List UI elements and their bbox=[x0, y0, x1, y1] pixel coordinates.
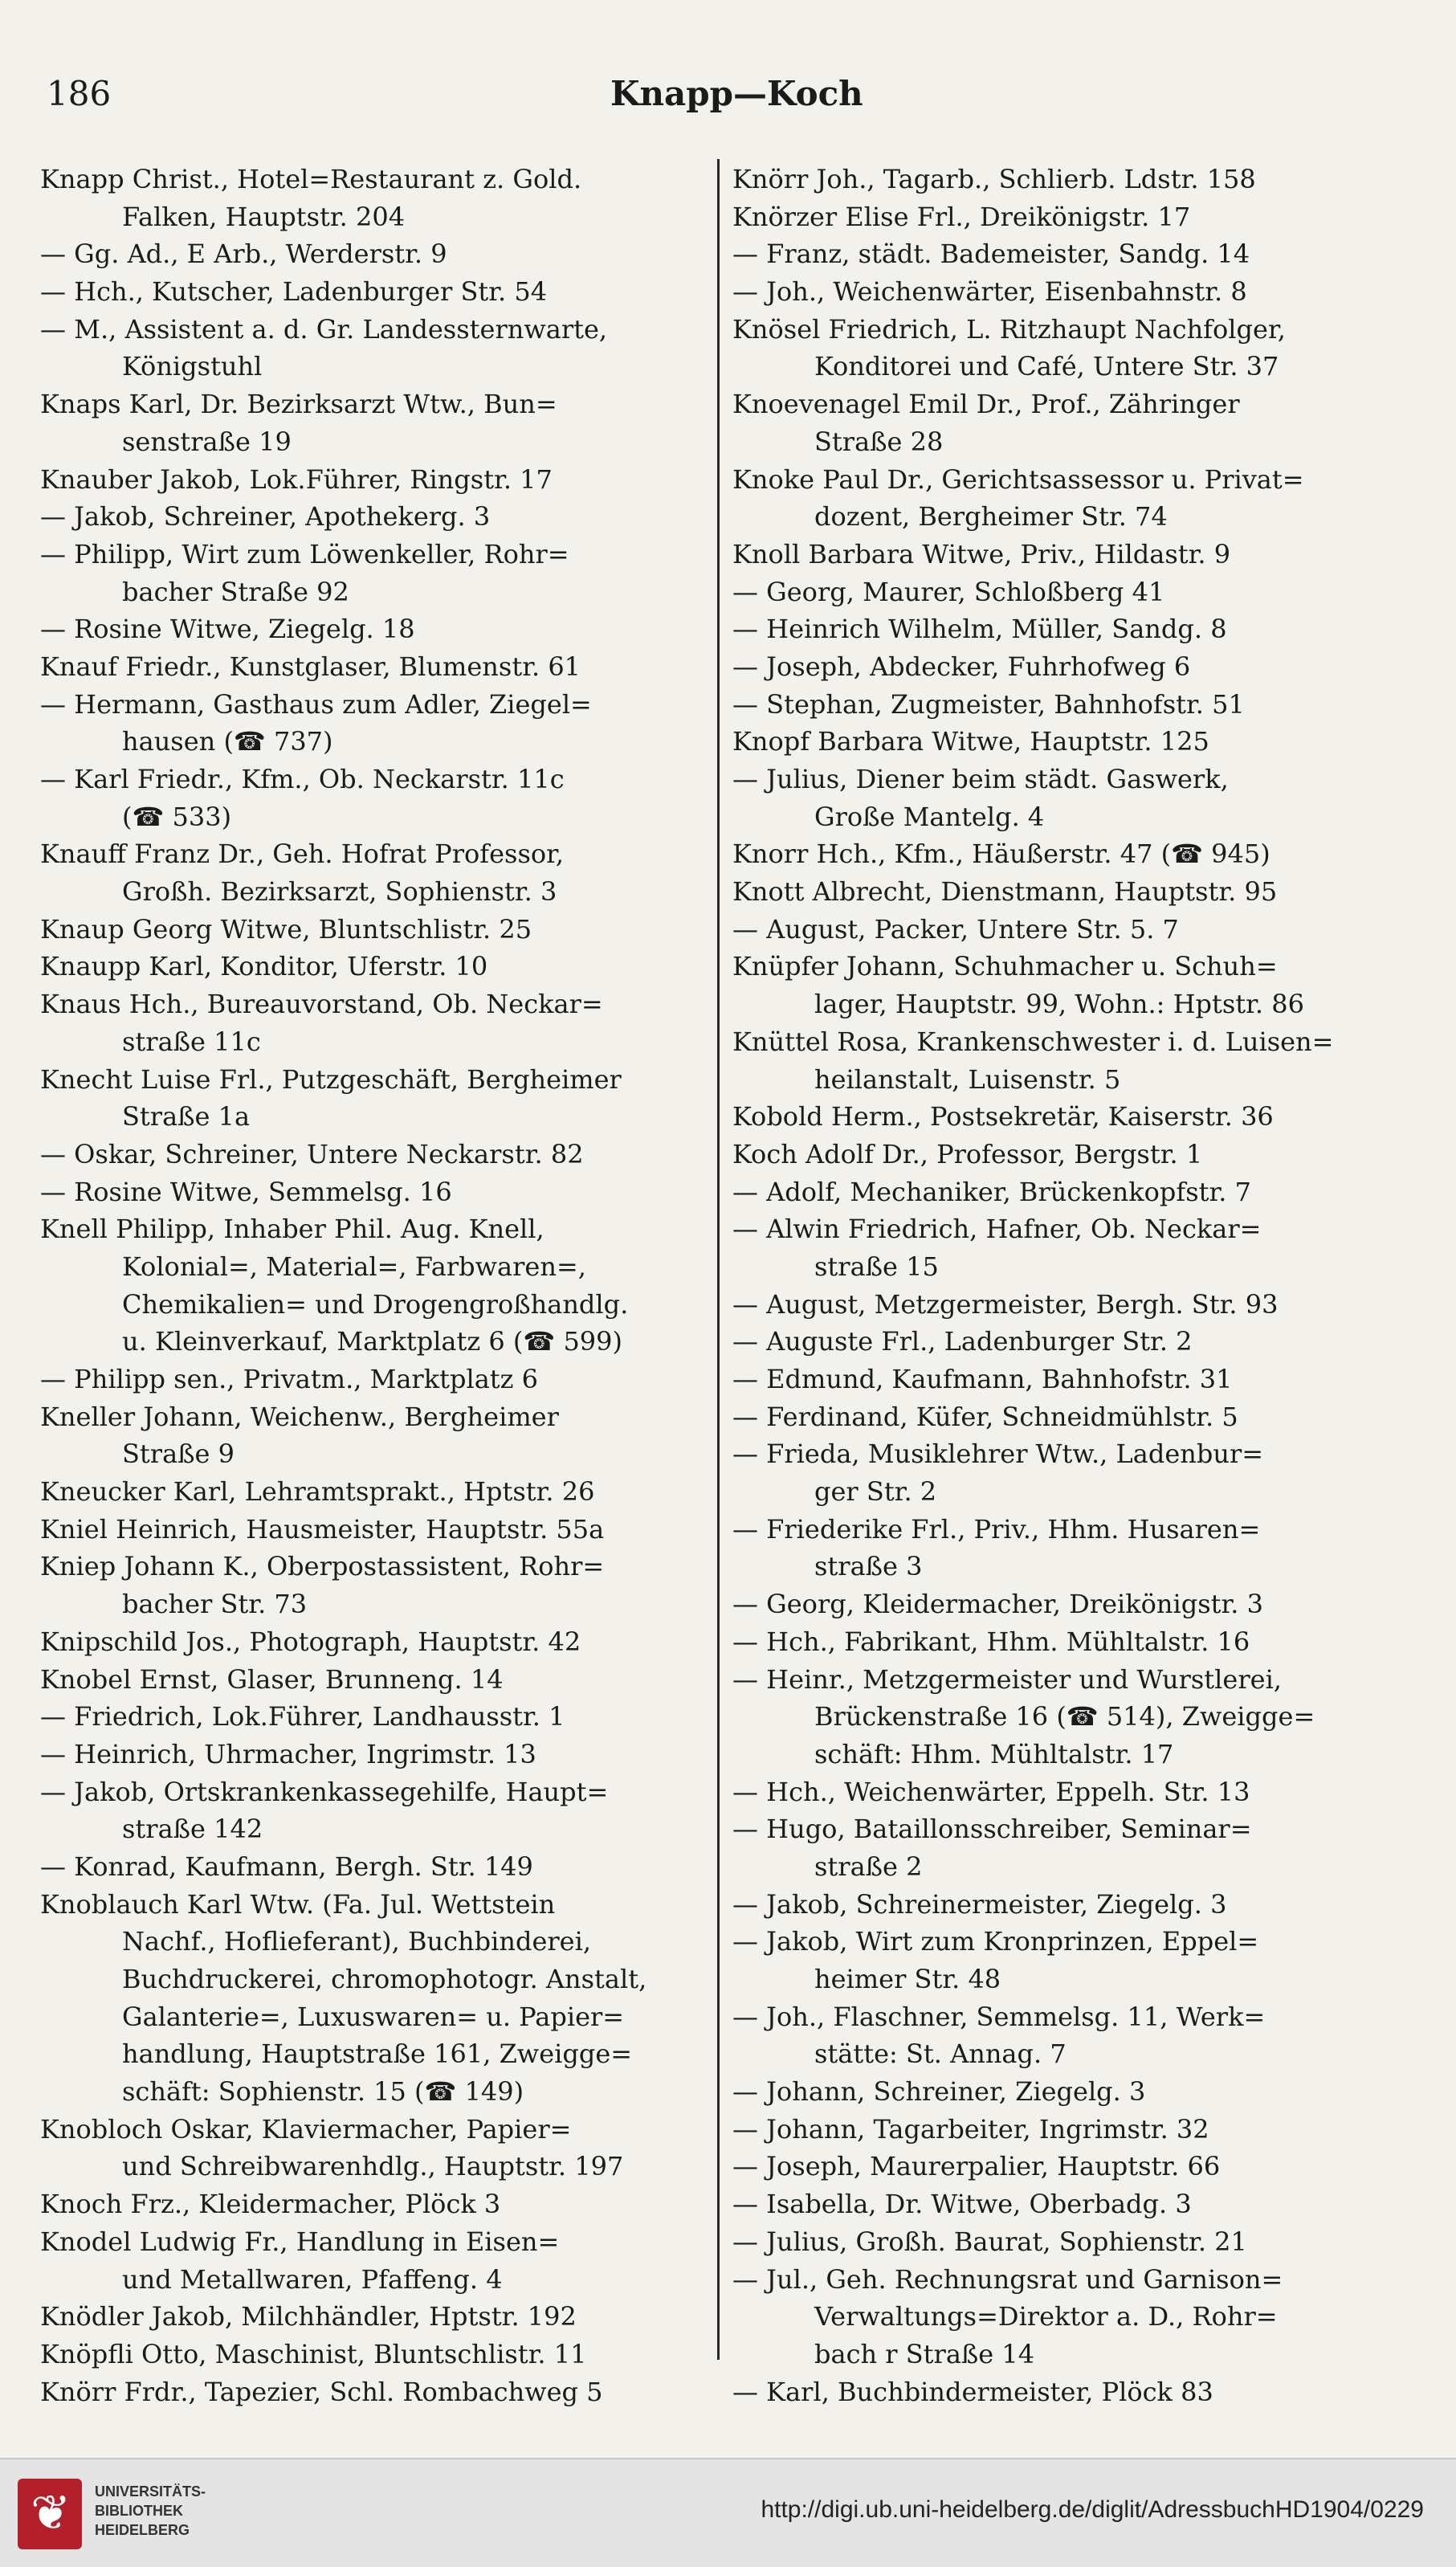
footer-bar bbox=[0, 2458, 1456, 2567]
directory-entry-line: — Johann, Tagarbeiter, Ingrimstr. 32 bbox=[732, 2113, 1209, 2145]
directory-entry-line: Knobloch Oskar, Klaviermacher, Papier= bbox=[40, 2113, 572, 2145]
directory-entry-line: — Johann, Schreiner, Ziegelg. 3 bbox=[732, 2076, 1146, 2108]
source-url-link[interactable]: http://digi.ub.uni-heidelberg.de/diglit/AdressbuchHD1904/0229 bbox=[761, 2496, 1424, 2523]
directory-entry-line: — Edmund, Kaufmann, Bahnhofstr. 31 bbox=[732, 1364, 1233, 1394]
directory-entry-line: Knauff Franz Dr., Geh. Hofrat Professor, bbox=[40, 839, 565, 870]
directory-entry-line: — Heinr., Metzgermeister und Wurstlerei, bbox=[732, 1663, 1282, 1695]
directory-entry-line: Kniel Heinrich, Hausmeister, Hauptstr. 55a bbox=[40, 1513, 605, 1545]
entry-continuation-line: Straße 28 bbox=[814, 426, 944, 457]
entry-continuation-line: ger Str. 2 bbox=[814, 1476, 937, 1508]
directory-entry-line: — Rosine Witwe, Ziegelg. 18 bbox=[40, 614, 415, 645]
entry-continuation-line: heilanstalt, Luisenstr. 5 bbox=[814, 1063, 1121, 1095]
directory-entry-line: — Adolf, Mechaniker, Brückenkopfstr. 7 bbox=[732, 1176, 1251, 1207]
column-divider bbox=[717, 159, 720, 2360]
entry-continuation-line: dozent, Bergheimer Str. 74 bbox=[814, 501, 1168, 533]
directory-entry-line: Knörr Frdr., Tapezier, Schl. Rombachweg 5 bbox=[40, 2376, 603, 2407]
left-column bbox=[40, 161, 715, 2410]
directory-entry-line: Knörr Joh., Tagarb., Schlierb. Ldstr. 158 bbox=[732, 164, 1256, 194]
entry-continuation-line: hausen (☎ 737) bbox=[122, 726, 333, 757]
logo-line: UNIVERSITÄTS- bbox=[95, 2483, 206, 2500]
directory-entry-line: Knüttel Rosa, Krankenschwester i. d. Luisen= bbox=[732, 1026, 1334, 1057]
directory-entry-line: — Hch., Fabrikant, Hhm. Mühltalstr. 16 bbox=[732, 1626, 1250, 1657]
directory-entry-line: — Alwin Friedrich, Hafner, Ob. Neckar= bbox=[732, 1214, 1262, 1245]
entry-continuation-line: lager, Hauptstr. 99, Wohn.: Hptstr. 86 bbox=[814, 989, 1304, 1020]
directory-entry-line: Knoke Paul Dr., Gerichtsassessor u. Privat= bbox=[732, 463, 1304, 495]
directory-entry-line: Knoch Frz., Kleidermacher, Plöck 3 bbox=[40, 2189, 501, 2220]
directory-entry-line: — Konrad, Kaufmann, Bergh. Str. 149 bbox=[40, 1851, 533, 1882]
entry-continuation-line: Brückenstraße 16 (☎ 514), Zweigge= bbox=[814, 1701, 1315, 1732]
directory-entry-line: — Hch., Kutscher, Ladenburger Str. 54 bbox=[40, 276, 548, 308]
directory-entry-line: Knödler Jakob, Milchhändler, Hptstr. 192 bbox=[40, 2301, 577, 2332]
directory-entry-line: Knecht Luise Frl., Putzgeschäft, Bergheimer bbox=[40, 1063, 622, 1095]
directory-entry-line: Kneller Johann, Weichenw., Bergheimer bbox=[40, 1401, 559, 1432]
logo-line: HEIDELBERG bbox=[95, 2522, 190, 2538]
directory-entry-line: Kobold Herm., Postsekretär, Kaiserstr. 36 bbox=[732, 1101, 1274, 1132]
directory-entry-line: Knörzer Elise Frl., Dreikönigstr. 17 bbox=[732, 201, 1191, 232]
library-logo-text bbox=[95, 2482, 206, 2540]
directory-entry-line: — Hch., Weichenwärter, Eppelh. Str. 13 bbox=[732, 1776, 1250, 1807]
entry-continuation-line: schäft: Hhm. Mühltalstr. 17 bbox=[814, 1738, 1174, 1769]
entry-continuation-line: stätte: St. Annag. 7 bbox=[814, 2038, 1067, 2070]
library-crest-icon: ❦ bbox=[18, 2479, 82, 2549]
directory-entry-line: — Rosine Witwe, Semmelsg. 16 bbox=[40, 1176, 452, 1207]
directory-entry-line: Knapp Christ., Hotel=Restaurant z. Gold. bbox=[40, 164, 582, 194]
directory-entry-line: — Jakob, Ortskrankenkassegehilfe, Haupt= bbox=[40, 1776, 609, 1807]
directory-entry-line: — Julius, Großh. Baurat, Sophienstr. 21 bbox=[732, 2226, 1247, 2257]
directory-entry-line: Knauber Jakob, Lok.Führer, Ringstr. 17 bbox=[40, 463, 553, 495]
directory-entry-line: Knell Philipp, Inhaber Phil. Aug. Knell, bbox=[40, 1214, 544, 1245]
entry-continuation-line: (☎ 533) bbox=[122, 801, 232, 832]
directory-entry-line: — Ferdinand, Küfer, Schneidmühlstr. 5 bbox=[732, 1401, 1238, 1432]
entry-continuation-line: Straße 1a bbox=[122, 1101, 251, 1132]
entry-continuation-line: Großh. Bezirksarzt, Sophienstr. 3 bbox=[122, 876, 557, 908]
directory-entry-line: Knauf Friedr., Kunstglaser, Blumenstr. 61 bbox=[40, 651, 581, 682]
entry-continuation-line: straße 142 bbox=[122, 1814, 263, 1845]
directory-entry-line: — Hermann, Gasthaus zum Adler, Ziegel= bbox=[40, 688, 592, 720]
entry-continuation-line: und Metallwaren, Pfaffeng. 4 bbox=[122, 2263, 503, 2295]
entry-continuation-line: Kolonial=, Material=, Farbwaren=, bbox=[122, 1251, 586, 1282]
entry-continuation-line: Königstuhl bbox=[122, 351, 263, 382]
directory-entry-line: Knösel Friedrich, L. Ritzhaupt Nachfolger, bbox=[732, 313, 1286, 345]
directory-entry-line: — Karl, Buchbindermeister, Plöck 83 bbox=[732, 2376, 1213, 2407]
entry-continuation-line: Chemikalien= und Drogengroßhandlg. bbox=[122, 1288, 629, 1320]
directory-entry-line: — Heinrich Wilhelm, Müller, Sandg. 8 bbox=[732, 614, 1227, 645]
entry-continuation-line: straße 11c bbox=[122, 1026, 261, 1057]
directory-entry-line: Knobel Ernst, Glaser, Brunneng. 14 bbox=[40, 1663, 504, 1695]
directory-entry-line: — M., Assistent a. d. Gr. Landessternwarte, bbox=[40, 313, 608, 345]
directory-entry-line: — Joseph, Abdecker, Fuhrhofweg 6 bbox=[732, 651, 1191, 682]
entry-continuation-line: Nachf., Hoflieferant), Buchbinderei, bbox=[122, 1926, 592, 1957]
directory-entry-line: — Friedrich, Lok.Führer, Landhausstr. 1 bbox=[40, 1701, 565, 1732]
directory-entry-line: — Philipp sen., Privatm., Marktplatz 6 bbox=[40, 1364, 539, 1394]
directory-entry-line: Knöpfli Otto, Maschinist, Bluntschlistr. 11 bbox=[40, 2338, 587, 2369]
entry-continuation-line: Konditorei und Café, Untere Str. 37 bbox=[814, 351, 1279, 382]
directory-entry-line: Knaus Hch., Bureauvorstand, Ob. Neckar= bbox=[40, 989, 603, 1020]
directory-entry-line: Knüpfer Johann, Schuhmacher u. Schuh= bbox=[732, 951, 1278, 982]
directory-entry-line: — August, Metzgermeister, Bergh. Str. 93 bbox=[732, 1288, 1279, 1320]
right-column bbox=[732, 161, 1431, 2410]
entry-continuation-line: Galanterie=, Luxuswaren= u. Papier= bbox=[122, 2001, 625, 2032]
directory-entry-line: Knaup Georg Witwe, Bluntschlistr. 25 bbox=[40, 913, 532, 945]
entry-continuation-line: Falken, Hauptstr. 204 bbox=[122, 201, 406, 232]
directory-entry-line: — Jakob, Schreinermeister, Ziegelg. 3 bbox=[732, 1888, 1227, 1920]
directory-entry-line: — Joseph, Maurerpalier, Hauptstr. 66 bbox=[732, 2151, 1221, 2182]
directory-entry-line: — Philipp, Wirt zum Löwenkeller, Rohr= bbox=[40, 538, 569, 569]
entry-continuation-line: u. Kleinverkauf, Marktplatz 6 (☎ 599) bbox=[122, 1326, 622, 1357]
directory-entry-line: — Oskar, Schreiner, Untere Neckarstr. 82 bbox=[40, 1138, 584, 1169]
page-title: Knapp—Koch bbox=[610, 74, 863, 113]
directory-entry-line: Knopf Barbara Witwe, Hauptstr. 125 bbox=[732, 726, 1209, 757]
library-logo[interactable] bbox=[18, 2474, 206, 2554]
directory-entry-line: Kneucker Karl, Lehramtsprakt., Hptstr. 26 bbox=[40, 1476, 595, 1508]
entry-continuation-line: Verwaltungs=Direktor a. D., Rohr= bbox=[814, 2301, 1278, 2332]
directory-entry-line: — August, Packer, Untere Str. 5. 7 bbox=[732, 913, 1179, 945]
entry-continuation-line: Straße 9 bbox=[122, 1439, 235, 1470]
directory-entry-line: — Heinrich, Uhrmacher, Ingrimstr. 13 bbox=[40, 1738, 536, 1769]
directory-entry-line: — Georg, Maurer, Schloßberg 41 bbox=[732, 576, 1165, 607]
entry-continuation-line: bacher Str. 73 bbox=[122, 1589, 308, 1620]
entry-continuation-line: Buchdruckerei, chromophotogr. Anstalt, bbox=[122, 1964, 647, 1994]
directory-entry-line: — Frieda, Musiklehrer Wtw., Ladenbur= bbox=[732, 1439, 1264, 1470]
page-number: 186 bbox=[47, 74, 112, 113]
directory-entry-line: Knaupp Karl, Konditor, Uferstr. 10 bbox=[40, 951, 488, 982]
directory-entry-line: — Franz, städt. Bademeister, Sandg. 14 bbox=[732, 239, 1250, 270]
directory-entry-line: Kniep Johann K., Oberpostassistent, Rohr= bbox=[40, 1551, 605, 1582]
directory-entry-line: — Joh., Weichenwärter, Eisenbahnstr. 8 bbox=[732, 276, 1247, 308]
directory-entry-line: Knoll Barbara Witwe, Priv., Hildastr. 9 bbox=[732, 538, 1231, 569]
entry-continuation-line: straße 3 bbox=[814, 1551, 923, 1582]
entry-continuation-line: und Schreibwarenhdlg., Hauptstr. 197 bbox=[122, 2151, 624, 2182]
entry-continuation-line: senstraße 19 bbox=[122, 426, 292, 457]
directory-entry-line: Knaps Karl, Dr. Bezirksarzt Wtw., Bun= bbox=[40, 389, 557, 420]
entry-continuation-line: bach r Straße 14 bbox=[814, 2338, 1035, 2369]
directory-entry-line: Koch Adolf Dr., Professor, Bergstr. 1 bbox=[732, 1138, 1203, 1169]
directory-entry-line: — Hugo, Bataillonsschreiber, Seminar= bbox=[732, 1814, 1252, 1845]
directory-entry-line: — Jakob, Schreiner, Apothekerg. 3 bbox=[40, 501, 491, 533]
directory-entry-line: Knipschild Jos., Photograph, Hauptstr. 42 bbox=[40, 1626, 581, 1657]
directory-entry-line: — Karl Friedr., Kfm., Ob. Neckarstr. 11c bbox=[40, 764, 565, 794]
entry-continuation-line: bacher Straße 92 bbox=[122, 576, 349, 607]
directory-entry-line: — Joh., Flaschner, Semmelsg. 11, Werk= bbox=[732, 2001, 1266, 2032]
entry-continuation-line: Große Mantelg. 4 bbox=[814, 801, 1045, 832]
directory-entry-line: — Gg. Ad., E Arb., Werderstr. 9 bbox=[40, 239, 447, 270]
directory-entry-line: Knott Albrecht, Dienstmann, Hauptstr. 95 bbox=[732, 876, 1278, 908]
entry-continuation-line: straße 15 bbox=[814, 1251, 939, 1282]
directory-entry-line: — Stephan, Zugmeister, Bahnhofstr. 51 bbox=[732, 688, 1245, 720]
entry-continuation-line: handlung, Hauptstraße 161, Zweigge= bbox=[122, 2038, 633, 2070]
directory-entry-line: Knoblauch Karl Wtw. (Fa. Jul. Wettstein bbox=[40, 1888, 556, 1920]
directory-entry-line: — Julius, Diener beim städt. Gaswerk, bbox=[732, 764, 1229, 794]
directory-entry-line: Knoevenagel Emil Dr., Prof., Zähringer bbox=[732, 389, 1240, 420]
logo-line: BIBLIOTHEK bbox=[95, 2503, 183, 2519]
directory-entry-line: Knorr Hch., Kfm., Häußerstr. 47 (☎ 945) bbox=[732, 839, 1270, 870]
directory-entry-line: — Georg, Kleidermacher, Dreikönigstr. 3 bbox=[732, 1589, 1263, 1620]
entry-continuation-line: straße 2 bbox=[814, 1851, 923, 1882]
directory-entry-line: — Jakob, Wirt zum Kronprinzen, Eppel= bbox=[732, 1926, 1259, 1957]
directory-entry-line: — Auguste Frl., Ladenburger Str. 2 bbox=[732, 1326, 1193, 1357]
directory-entry-line: — Friederike Frl., Priv., Hhm. Husaren= bbox=[732, 1513, 1261, 1545]
directory-entry-line: — Isabella, Dr. Witwe, Oberbadg. 3 bbox=[732, 2189, 1192, 2220]
entry-continuation-line: heimer Str. 48 bbox=[814, 1964, 1001, 1994]
entry-continuation-line: schäft: Sophienstr. 15 (☎ 149) bbox=[122, 2076, 524, 2108]
directory-entry-line: Knodel Ludwig Fr., Handlung in Eisen= bbox=[40, 2226, 560, 2257]
directory-entry-line: — Jul., Geh. Rechnungsrat und Garnison= bbox=[732, 2263, 1283, 2295]
